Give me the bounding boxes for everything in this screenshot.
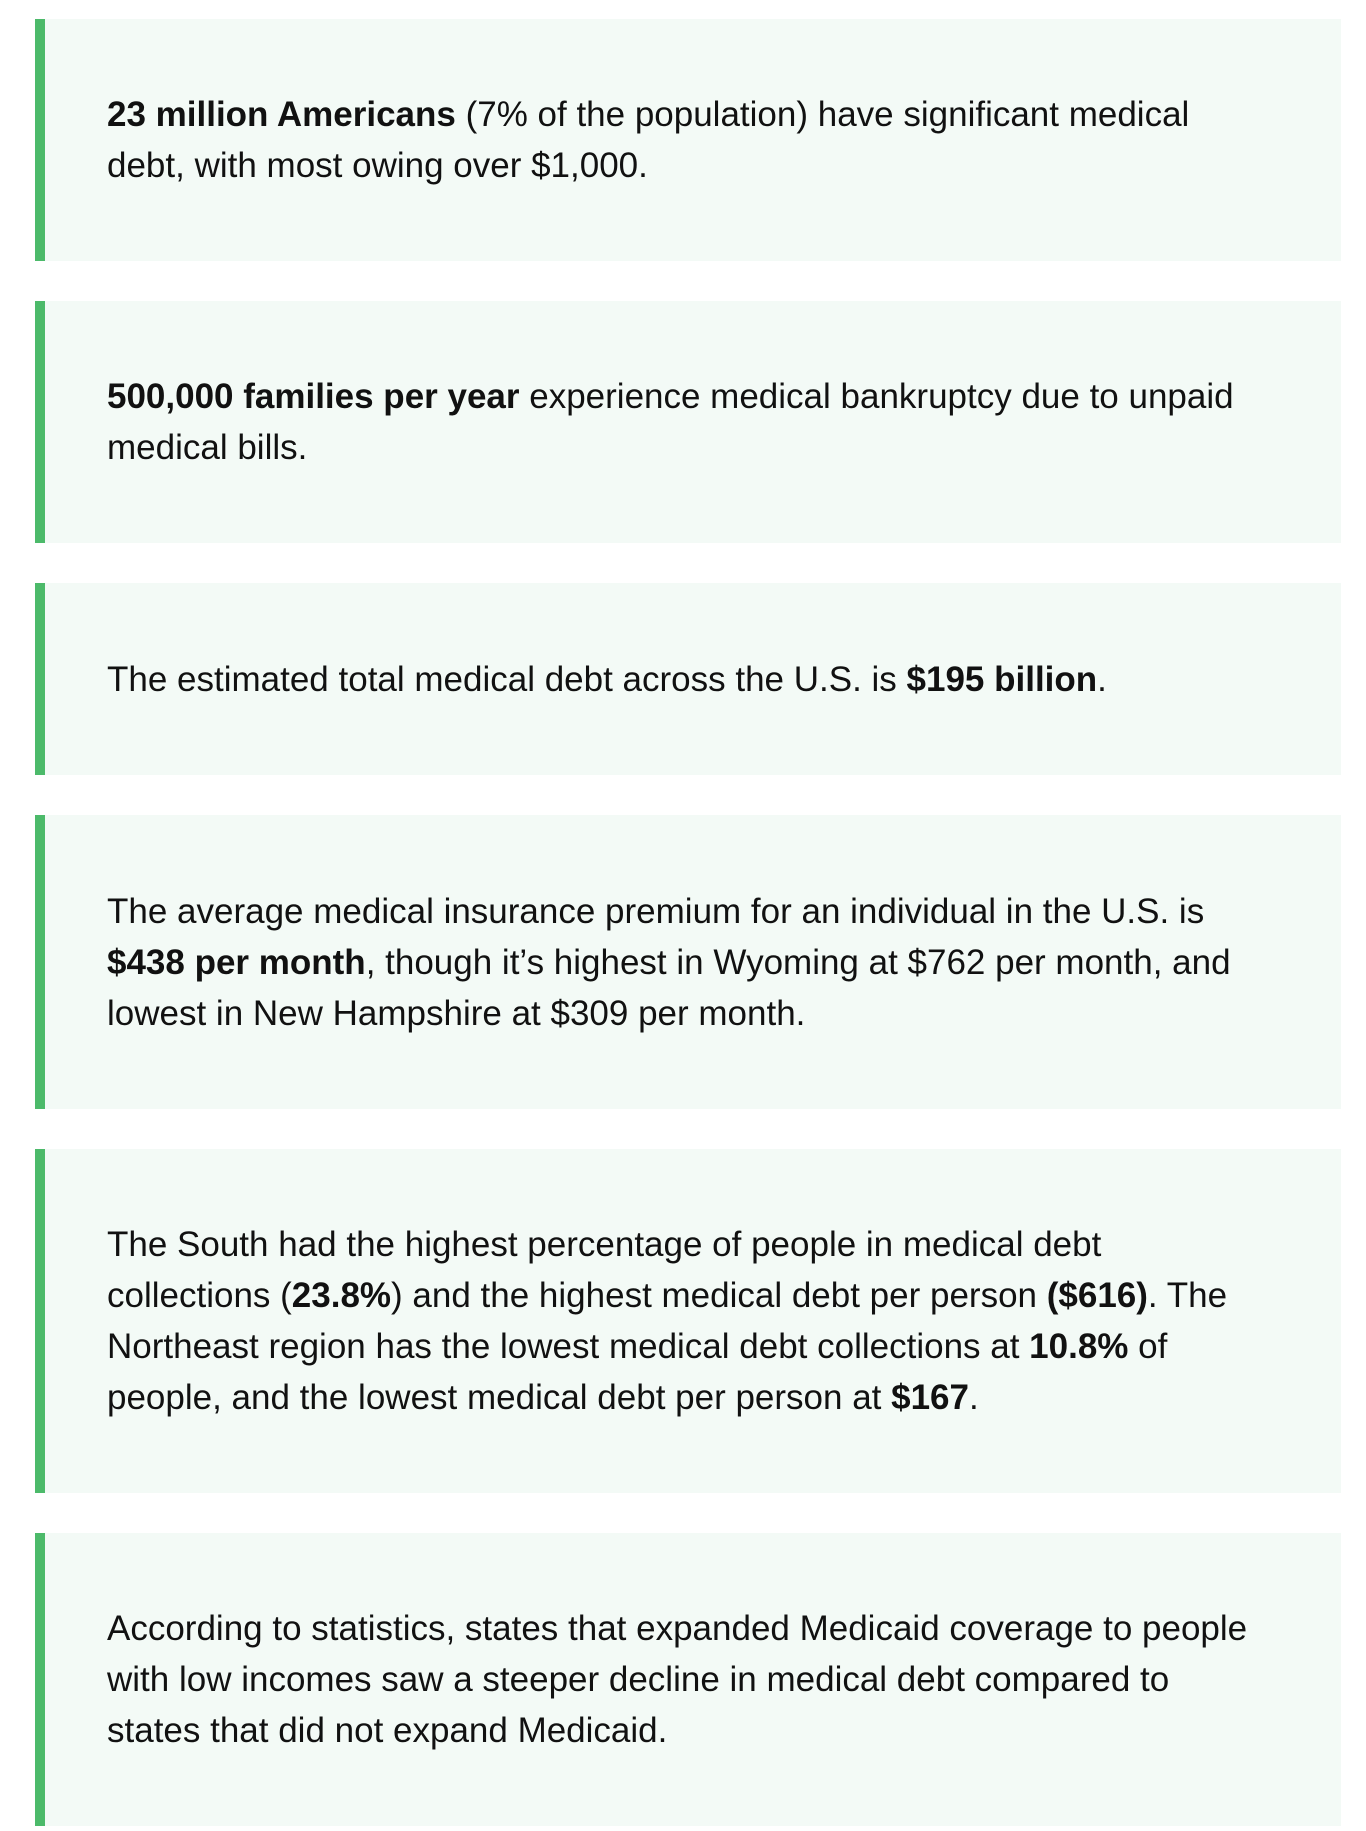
body-text: ) and the highest medical debt per person xyxy=(391,1276,1047,1315)
highlight-text: ($616) xyxy=(1046,1276,1148,1315)
body-text: experience medical bankruptcy due to unpaid medical bills. xyxy=(107,377,1234,467)
stat-callout-regional-debt xyxy=(35,1149,1341,1493)
body-text: . xyxy=(969,1378,979,1417)
highlight-text: 23 million Americans xyxy=(107,95,456,134)
body-text: The estimated total medical debt across the U.S. is xyxy=(107,659,907,699)
stat-callout-insurance-premium xyxy=(35,815,1341,1109)
body-text: of people, and the lowest medical debt per person at xyxy=(107,1327,1168,1417)
callout-text xyxy=(107,1603,1271,1756)
body-text: , though it’s highest in Wyoming at $762 per month, and lowest in New Hampshire at $309 per month. xyxy=(107,942,1231,1033)
highlight-text: 500,000 families per year xyxy=(107,377,520,416)
body-text: . The Northeast region has the lowest medical debt collections at xyxy=(107,1276,1228,1366)
callout-text xyxy=(107,654,1107,705)
stat-callout-medical-debt-americans xyxy=(35,19,1341,261)
stat-callout-medicaid-expansion xyxy=(35,1533,1341,1826)
stat-callout-total-medical-debt xyxy=(35,583,1341,775)
highlight-text: $195 billion xyxy=(906,659,1098,699)
highlight-text: 23.8% xyxy=(291,1276,392,1315)
body-text: . xyxy=(1097,659,1107,699)
body-text: (7% of the population) have significant medical debt, with most owing over $1,000. xyxy=(107,95,1190,185)
callout-text xyxy=(107,89,1271,191)
body-text: The average medical insurance premium for an individual in the U.S. is xyxy=(107,891,1205,931)
callout-text xyxy=(107,1219,1271,1423)
highlight-text: $438 per month xyxy=(107,942,366,982)
stat-callout-medical-bankruptcy xyxy=(35,301,1341,543)
callout-text xyxy=(107,371,1271,473)
callout-text xyxy=(107,886,1271,1039)
highlight-text: $167 xyxy=(891,1378,969,1417)
body-text: According to statistics, states that expanded Medicaid coverage to people with low incomes saw a steeper decline in medical debt compared to states that did not expand Medicaid. xyxy=(107,1609,1248,1750)
body-text: The South had the highest percentage of people in medical debt collections ( xyxy=(107,1225,1102,1315)
highlight-text: 10.8% xyxy=(1029,1327,1129,1366)
